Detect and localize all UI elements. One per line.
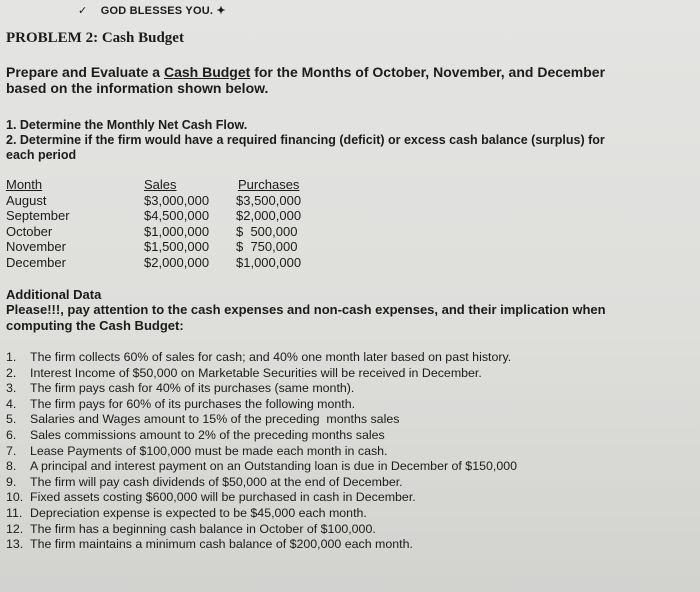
task-line: each period (6, 148, 77, 162)
header-line (78, 4, 226, 17)
list-item-text: The firm pays cash for 40% of its purchases (same month). (30, 381, 355, 396)
list-item-text: The firm will pay cash dividends of $50,000 at the end of December. (30, 474, 403, 489)
list-item-number: 4. (6, 396, 17, 411)
list-item-number: 1. (6, 350, 17, 364)
check-icon: ✓ (78, 5, 88, 17)
list-item (6, 506, 696, 522)
list-item-text: Interest Income of $50,000 on Marketable Securities will be received in December. (30, 365, 482, 380)
cell-purchases: $ 750,000 (236, 239, 298, 255)
problem-title: PROBLEM 2: Cash Budget (6, 30, 184, 46)
list-item (6, 366, 696, 382)
list-item-text: Salaries and Wages amount to 15% of the preceding months sales (30, 412, 400, 427)
header-sales: Sales (144, 177, 177, 192)
list-item-number: 13. (6, 537, 24, 552)
list-item-text: Lease Payments of $100,000 must be made each month in cash. (30, 443, 388, 458)
cell-purchases: $1,000,000 (236, 254, 302, 270)
cell-purchases: $ 500,000 (236, 223, 298, 239)
list-item (6, 397, 696, 413)
header-purchases: Purchases (238, 177, 300, 192)
additional-data-list (6, 350, 696, 553)
task-list (6, 118, 696, 163)
list-item-number: 5. (6, 412, 17, 427)
list-item-number: 2. (6, 365, 17, 380)
cell-sales: $1,500,000 (144, 239, 210, 255)
cell-month: October (6, 223, 53, 239)
list-item (6, 537, 696, 553)
list-item-number: 12. (6, 521, 24, 536)
list-item (6, 428, 696, 444)
intro-line-2: based on the information shown below. (6, 80, 269, 96)
list-item-text: Fixed assets costing $600,000 will be purchased in cash in December. (30, 490, 416, 505)
list-item (6, 459, 696, 475)
list-item-number: 3. (6, 381, 17, 396)
cell-sales: $2,000,000 (144, 254, 210, 270)
additional-note-line-2: computing the Cash Budget: (6, 318, 184, 333)
list-item-number: 11. (6, 505, 23, 520)
list-item-text: A principal and interest payment on an Outstanding loan is due in December of $150,000 (30, 459, 517, 474)
list-item-text: The firm has a beginning cash balance in October of $100,000. (30, 521, 376, 536)
list-item-text: The firm pays for 60% of its purchases the following month. (30, 396, 356, 411)
cell-sales: $3,000,000 (144, 192, 210, 208)
list-item-text: Sales commissions amount to 2% of the preceding months sales (30, 427, 385, 442)
list-item (6, 412, 696, 428)
intro-line-1-post: for the Months of October, November, and December (250, 64, 606, 80)
intro-line-1-pre: Prepare and Evaluate a (6, 64, 164, 80)
cell-sales: $1,000,000 (144, 223, 210, 239)
cell-purchases: $2,000,000 (236, 208, 302, 224)
cell-sales: $4,500,000 (144, 208, 210, 224)
cell-month: September (6, 208, 70, 224)
list-item (6, 475, 696, 491)
cell-month: December (6, 254, 66, 270)
list-item-number: 6. (6, 427, 17, 442)
task-line: 2. Determine if the firm would have a required financing (deficit) or excess cash balance (surplus) for (6, 133, 605, 147)
task-line: 1. Determine the Monthly Net Cash Flow. (6, 118, 248, 132)
list-item-number: 8. (6, 459, 17, 474)
cell-month: November (6, 239, 66, 255)
list-item (6, 350, 696, 366)
additional-note (6, 302, 696, 334)
additional-data-title: Additional Data (6, 287, 102, 302)
intro-paragraph (6, 64, 696, 96)
intro-underlined-term: Cash Budget (163, 64, 251, 80)
header-text: GOD BLESSES YOU. ✦ (100, 5, 226, 17)
list-item-number: 7. (6, 443, 17, 458)
list-item-number: 9. (6, 474, 17, 489)
header-month: Month (6, 177, 43, 192)
intro-line-1 (6, 64, 696, 80)
cell-month: August (6, 192, 47, 208)
list-item-text: The firm collects 60% of sales for cash; and 40% one month later based on past history. (30, 350, 512, 364)
list-item (6, 522, 696, 538)
cell-purchases: $3,500,000 (236, 192, 302, 208)
list-item (6, 490, 696, 506)
list-item-text: Depreciation expense is expected to be $45,000 each month. (30, 505, 367, 520)
list-item-text: The firm maintains a minimum cash balance of $200,000 each month. (30, 537, 413, 552)
list-item-number: 10. (6, 490, 24, 505)
list-item (6, 444, 696, 460)
list-item (6, 381, 696, 397)
additional-note-line-1: Please!!!, pay attention to the cash expenses and non-cash expenses, and their implication when (6, 302, 606, 317)
